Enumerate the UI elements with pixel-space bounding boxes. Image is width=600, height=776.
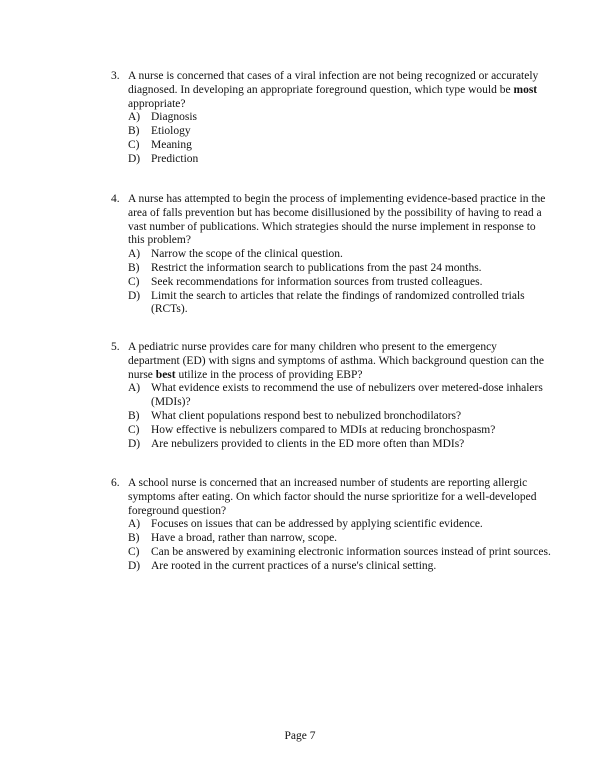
page-number: Page 7	[284, 730, 316, 742]
option-text: Prediction	[151, 152, 199, 165]
option-text: Restrict the information search to publications from the past 24 months.	[151, 261, 482, 274]
answer-option-b	[128, 410, 551, 424]
answer-option-d	[128, 290, 551, 318]
question-4	[111, 193, 551, 317]
answer-option-b	[128, 262, 551, 276]
option-text: How effective is nebulizers compared to MDIs at reducing bronchospasm?	[151, 423, 496, 436]
option-letter: B)	[128, 532, 140, 545]
question-5	[111, 341, 551, 451]
question-number: 6.	[111, 477, 120, 489]
option-letter: B)	[128, 125, 140, 138]
option-letter: A)	[128, 382, 141, 395]
option-text: What evidence exists to recommend the use of nebulizers over metered-dose inhalers (MDIs)?	[151, 382, 543, 409]
option-letter: B)	[128, 261, 140, 274]
answer-option-d	[128, 153, 551, 167]
answer-option-a	[128, 518, 551, 532]
option-letter: D)	[128, 559, 141, 572]
option-letter: B)	[128, 409, 140, 422]
option-letter: A)	[128, 111, 141, 124]
option-letter: C)	[128, 138, 140, 151]
answer-option-c	[128, 424, 551, 438]
question-stem: A school nurse is concerned that an increased number of students are reporting allergic symptoms after eating. On which factor should the nurse sprioritize for a well-developed foreground question?	[128, 477, 537, 517]
answer-option-a	[128, 111, 551, 125]
answer-option-a	[128, 248, 551, 262]
option-letter: C)	[128, 545, 140, 558]
answer-option-b	[128, 532, 551, 546]
option-text: Meaning	[151, 138, 192, 151]
option-text: Narrow the scope of the clinical question.	[151, 248, 343, 261]
option-text: Can be answered by examining electronic information sources instead of print sources.	[151, 545, 551, 558]
question-stem: A nurse is concerned that cases of a viral infection are not being recognized or accurately diagnosed. In developing an appropriate foreground question, which type would be most appropriate?	[128, 70, 539, 110]
option-letter: A)	[128, 518, 141, 531]
option-letter: C)	[128, 423, 140, 436]
question-stem: A nurse has attempted to begin the process of implementing evidence-based practice in the area of falls prevention but has become disillusioned by the possibility of having to read a vast number of publications. Which strategies should the nurse implement in response to this problem?	[128, 193, 546, 247]
answer-option-c	[128, 546, 551, 560]
question-number: 4.	[111, 193, 120, 205]
question-6	[111, 477, 551, 574]
question-number: 3.	[111, 70, 120, 82]
answer-option-c	[128, 139, 551, 153]
option-text: Have a broad, rather than narrow, scope.	[151, 532, 338, 545]
option-letter: A)	[128, 248, 141, 261]
option-text: Etiology	[151, 125, 191, 138]
option-text: Are rooted in the current practices of a nurse's clinical setting.	[151, 559, 437, 572]
question-number: 5.	[111, 341, 120, 353]
answer-option-d	[128, 560, 551, 574]
answer-options	[111, 518, 551, 573]
answer-options	[111, 382, 551, 451]
answer-option-b	[128, 125, 551, 139]
option-text: Limit the search to articles that relate the findings of randomized controlled trials (RCTs).	[151, 289, 525, 316]
option-letter: C)	[128, 275, 140, 288]
answer-options	[111, 111, 551, 166]
answer-options	[111, 248, 551, 317]
option-text: Diagnosis	[151, 111, 197, 124]
answer-option-c	[128, 276, 551, 290]
question-3	[111, 70, 551, 167]
option-letter: D)	[128, 152, 141, 165]
option-text: Are nebulizers provided to clients in the ED more often than MDIs?	[151, 437, 465, 450]
answer-option-d	[128, 438, 551, 452]
option-text: What client populations respond best to nebulized bronchodilators?	[151, 409, 462, 422]
answer-option-a	[128, 382, 551, 410]
stem-emphasis: most	[513, 83, 538, 96]
option-text: Seek recommendations for information sources from trusted colleagues.	[151, 275, 483, 288]
option-letter: D)	[128, 437, 141, 450]
option-letter: D)	[128, 289, 141, 302]
stem-emphasis: best	[155, 368, 176, 381]
question-stem: A pediatric nurse provides care for many children who present to the emergency department (ED) with signs and symptoms of asthma. Which background question can the nurse best utilize in the process of providing EBP?	[128, 341, 544, 381]
option-text: Focuses on issues that can be addressed by applying scientific evidence.	[151, 518, 483, 531]
